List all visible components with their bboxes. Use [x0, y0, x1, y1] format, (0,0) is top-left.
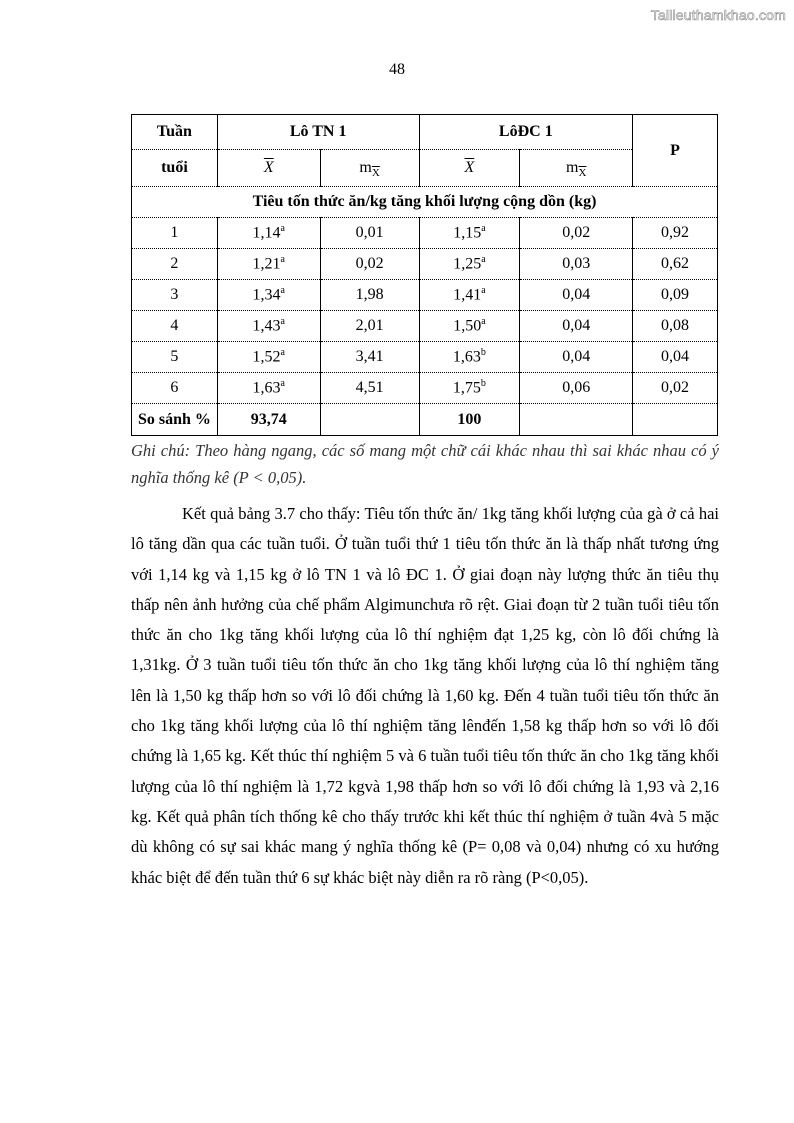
data-table	[131, 114, 718, 436]
m-symbol: m	[566, 159, 579, 176]
cell-tn-error: 1,98	[320, 280, 419, 311]
cell-dc-error: 0,04	[520, 280, 633, 311]
header-group-dc: LôĐC 1	[419, 115, 633, 150]
cell-week: 3	[132, 280, 218, 311]
compare-tn: 93,74	[217, 404, 320, 436]
cell-week: 2	[132, 249, 218, 280]
table-row	[132, 249, 718, 280]
table-note: Ghi chú: Theo hàng ngang, các số mang một chữ cái khác nhau thì sai khác nhau có ý nghĩa thống kê (P < 0,05).	[131, 441, 719, 487]
m-symbol: m	[359, 159, 372, 176]
cell-p: 0,92	[633, 218, 718, 249]
cell-dc-mean: 1,15$^a$	[419, 218, 520, 249]
mean-symbol: $\overline{X}$	[263, 159, 274, 176]
cell-dc-mean: 1,75$^b$	[419, 373, 520, 404]
cell-tn-mean: 1,63$^a$	[217, 373, 320, 404]
table-row	[132, 373, 718, 404]
cell-p: 0,09	[633, 280, 718, 311]
paragraph: Kết quả bảng 3.7 cho thấy: Tiêu tốn thức ăn/ 1kg tăng khối lượng của gà ở cả hai lô tăng dần qua các tuần tuổi. Ở tuần tuổi thứ 1 tiêu tốn thức ăn là thấp nhất tương ứng với 1,14 kg và 1,15 kg ở lô TN 1 và lô ĐC 1. Ở giai đoạn này lượng thức ăn tiêu thụ thấp nên ảnh hưởng của chế phẩm Algimunchưa rõ rệt. Giai đoạn từ 2 tuần tuổi tiêu tốn thức ăn cho 1kg tăng khối lượng của lô thí nghiệm đạt 1,25 kg, còn lô đối chứng là 1,31kg. Ở 3 tuần tuổi tiêu tốn thức ăn cho 1kg tăng khối lượng của lô thí nghiệm tăng lên là 1,50 kg thấp hơn so với lô đối chứng là 1,60 kg. Đến 4 tuần tuổi tiêu tốn thức ăn cho 1kg tăng khối lượng của lô thí nghiệm tăng lênđến 1,58 kg thấp hơn so với lô đối chứng là 1,65 kg. Kết thúc thí nghiệm 5 và 6 tuần tuổi tiêu tốn thức ăn cho 1kg tăng khối lượng của lô thí nghiệm là 1,72 kgvà 1,98 thấp hơn so với lô đối chứng là 1,93 và 2,16 kg. Kết quả phân tích thống kê cho thấy trước khi kết thúc thí nghiệm ở tuần 4và 5 mặc dù không có sự sai khác mang ý nghĩa thống kê (P= 0,08 và 0,04) nhưng có xu hướng khác biệt để đến tuần thứ 6 sự khác biệt này diễn ra rõ ràng (P<0,05).	[131, 504, 719, 887]
cell-tn-error: 3,41	[320, 342, 419, 373]
cell-tn-error: 2,01	[320, 311, 419, 342]
table-row	[132, 311, 718, 342]
header-p: P	[633, 115, 718, 187]
compare-dc: 100	[419, 404, 520, 436]
m-subscript: X	[578, 167, 587, 179]
cell-p: 0,02	[633, 373, 718, 404]
page-number: 48	[389, 61, 405, 78]
cell-dc-error: 0,04	[520, 342, 633, 373]
section-title: Tiêu tốn thức ăn/kg tăng khối lượng cộng dồn (kg)	[132, 187, 718, 218]
table-row	[132, 280, 718, 311]
compare-row	[132, 404, 718, 436]
header-tn-error	[320, 150, 419, 187]
cell-tn-error: 0,01	[320, 218, 419, 249]
header-dc-error	[520, 150, 633, 187]
header-tn-mean	[217, 150, 320, 187]
table-row	[132, 218, 718, 249]
compare-label: So sánh %	[132, 404, 218, 436]
cell-dc-error: 0,06	[520, 373, 633, 404]
cell-dc-mean: 1,63$^b$	[419, 342, 520, 373]
cell-tn-mean: 1,14$^a$	[217, 218, 320, 249]
cell-p: 0,08	[633, 311, 718, 342]
compare-empty	[633, 404, 718, 436]
table-row	[132, 342, 718, 373]
header-group-tn: Lô TN 1	[217, 115, 419, 150]
cell-week: 1	[132, 218, 218, 249]
header-dc-mean	[419, 150, 520, 187]
compare-empty	[320, 404, 419, 436]
cell-week: 4	[132, 311, 218, 342]
watermark: Tailieuthamkhao.com	[650, 7, 786, 23]
cell-dc-error: 0,04	[520, 311, 633, 342]
cell-week: 6	[132, 373, 218, 404]
cell-tn-mean: 1,34$^a$	[217, 280, 320, 311]
header-week: Tuần	[132, 115, 218, 150]
cell-dc-error: 0,03	[520, 249, 633, 280]
cell-dc-mean: 1,50$^a$	[419, 311, 520, 342]
m-subscript: X	[371, 167, 380, 179]
cell-dc-error: 0,02	[520, 218, 633, 249]
cell-tn-error: 0,02	[320, 249, 419, 280]
cell-dc-mean: 1,25$^a$	[419, 249, 520, 280]
cell-dc-mean: 1,41$^a$	[419, 280, 520, 311]
cell-p: 0,04	[633, 342, 718, 373]
body-text	[131, 499, 719, 893]
cell-tn-mean: 1,52$^a$	[217, 342, 320, 373]
header-week-2: tuổi	[132, 150, 218, 187]
cell-tn-mean: 1,43$^a$	[217, 311, 320, 342]
mean-symbol: $\overline{X}$	[464, 159, 475, 176]
cell-week: 5	[132, 342, 218, 373]
cell-tn-mean: 1,21$^a$	[217, 249, 320, 280]
cell-p: 0,62	[633, 249, 718, 280]
compare-empty	[520, 404, 633, 436]
cell-tn-error: 4,51	[320, 373, 419, 404]
